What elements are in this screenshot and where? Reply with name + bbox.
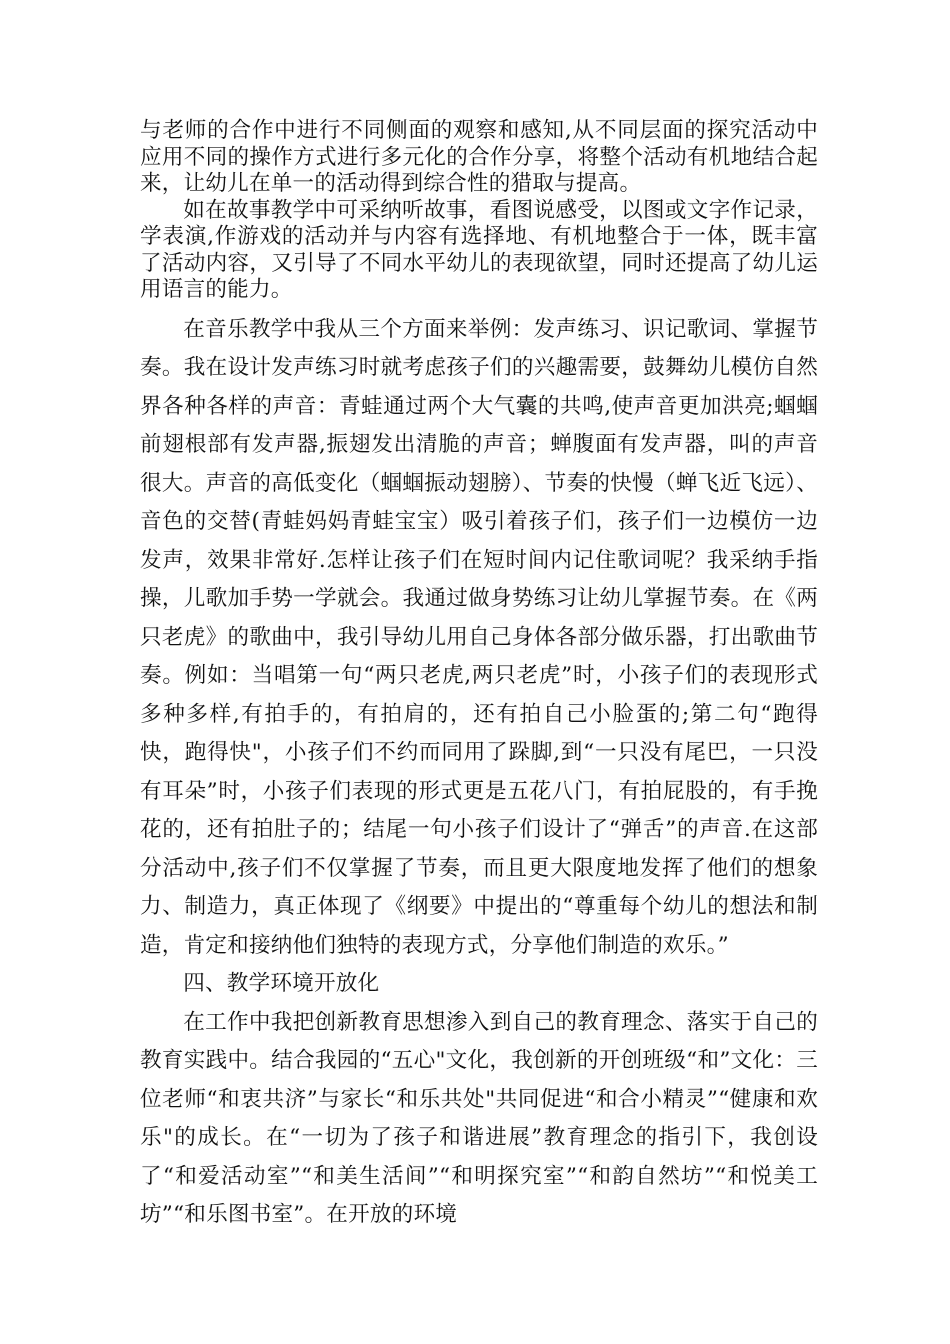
intro-section [140, 118, 818, 304]
document-page [140, 118, 818, 1235]
paragraph-story-teaching: 如在故事教学中可采纳听故事，看图说感受，以图或文字作记录，学表演,作游戏的活动并与内容有选择地、有机地整合于一体，既丰富了活动内容，又引导了不同水平幼儿的表现欲望，同时还提高了幼儿运用语言的能力。 [140, 197, 818, 302]
music-section [140, 311, 818, 1235]
section-heading: 四、教学环境开放化 [183, 971, 380, 996]
paragraph-music-teaching: 在音乐教学中我从三个方面来举例：发声练习、识记歌词、掌握节奏。我在设计发声练习时就考虑孩子们的兴趣需要，鼓舞幼儿模仿自然界各种各样的声音：青蛙通过两个大气囊的共鸣,使声音更加洪亮;蝈蝈前翅根部有发声器,振翅发出清脆的声音；蝉腹面有发声器，叫的声音很大。声音的高低变化（蝈蝈振动翅膀）、节奏的快慢（蝉飞近飞远）、音色的交替(青蛙妈妈青蛙宝宝）吸引着孩子们，孩子们一边模仿一边发声，效果非常好.怎样让孩子们在短时间内记住歌词呢？我采纳手指操，儿歌加手势一学就会。我通过做身势练习让幼儿掌握节奏。在《两只老虎》的歌曲中，我引导幼儿用自己身体各部分做乐器，打出歌曲节奏。例如：当唱第一句“两只老虎,两只老虎”时，小孩子们的表现形式多种多样,有拍手的，有拍肩的，还有拍自己小脸蛋的;第二句“跑得快，跑得快"，小孩子们不约而同用了跺脚,到“一只没有尾巴，一只没有耳朵”时，小孩子们表现的形式更是五花八门，有拍屁股的，有手挽花的，还有拍肚子的；结尾一句小孩子们设计了“弹舌”的声音.在这部分活动中,孩子们不仅掌握了节奏，而且更大限度地发挥了他们的想象力、制造力，真正体现了《纲要》中提出的“尊重每个幼儿的想法和制造，肯定和接纳他们独特的表现方式，分享他们制造的欢乐。” [140, 316, 818, 958]
paragraph-continuation: 与老师的合作中进行不同侧面的观察和感知,从不同层面的探究活动中应用不同的操作方式进行多元化的合作分享，将整个活动有机地结合起来，让幼儿在单一的活动得到综合性的猎取与提高。 [140, 118, 818, 196]
paragraph-environment: 在工作中我把创新教育思想渗入到自己的教育理念、落实于自己的教育实践中。结合我园的“五心"文化，我创新的开创班级“和”文化：三位老师“和衷共济”与家长“和乐共处"共同促进“和合小精灵”“健康和欢乐"的成长。在“一切为了孩子和谐进展”教育理念的指引下，我创设了“和爱活动室”“和美生活间”“和明探究室”“和韵自然坊”“和悦美工坊”“和乐图书室”。在开放的环境 [140, 1009, 818, 1227]
